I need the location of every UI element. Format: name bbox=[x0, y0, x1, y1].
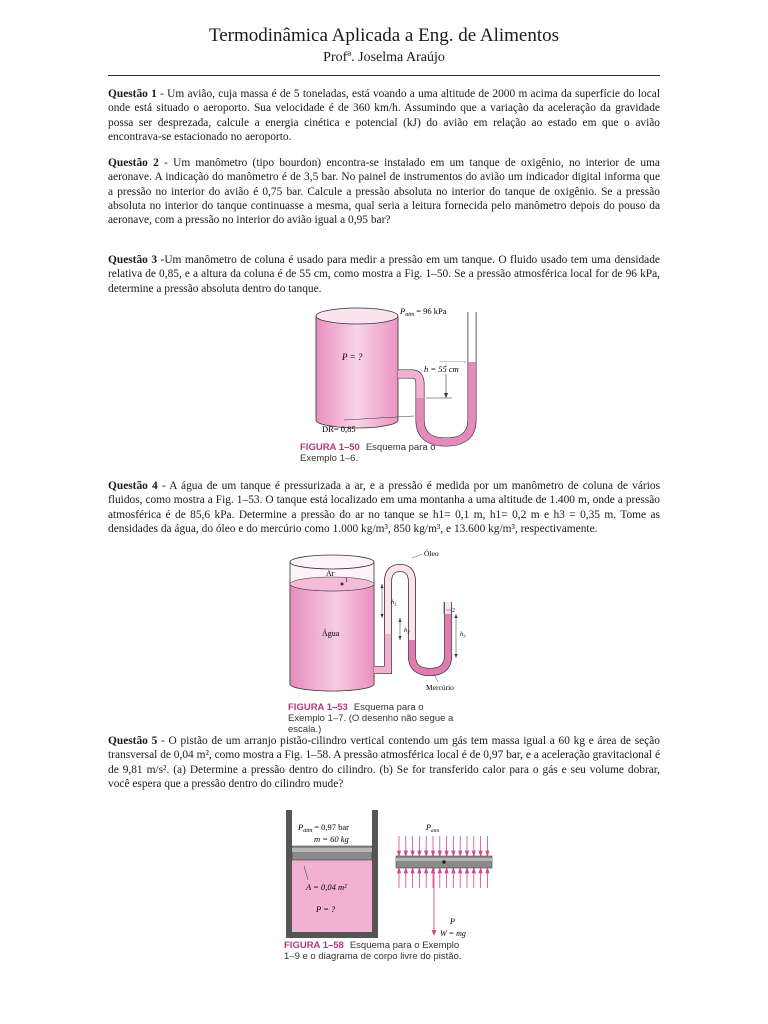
multi-fluid-manometer-diagram bbox=[286, 548, 496, 698]
figure-1-58-caption-line2: 1–9 e o diagrama de corpo livre do pistão. bbox=[284, 951, 462, 962]
question-4-text: - A água de um tanque é pressurizada a ar, e a pressão é medida por um manômetro de coluna de vários fluidos, como mostra a Fig. 1–53. O tanque está localizado em uma montanha a uma altitude de 1.400 m, onde a pressão atmosférica é de 85,6 kPa. Determine a pressão do ar no tanque se h1= 0,1 m, h1= 0,2 m e h3 = 0,35 m. Tome as densidades da água, do óleo e do mercúrio como 1.000 kg/m³, 850 kg/m³, e 13.600 kg/m³, respectivamente. bbox=[108, 480, 660, 535]
figure-1-53-caption-line1: Esquema para o bbox=[353, 702, 424, 713]
gas-pressure-arrows bbox=[397, 868, 489, 888]
question-5-label: Questão 5 bbox=[108, 735, 158, 747]
area-label: A = 0,04 m² bbox=[306, 882, 347, 892]
question-1-text: - Um avião, cuja massa é de 5 toneladas, está voando a uma altitude de 2000 m acima da superfície do local onde está situado o aeroporto. Sua velocidade é de 360 km/h. Assumindo que a variação da aceleração da gravidade possa ser desprezada, calcule a energia cinética e potencial (kJ) do avião em relação ao estado em que o avião encontrava-se estacionado no aeroporto. bbox=[108, 88, 660, 143]
tank-top bbox=[316, 308, 398, 324]
figure-1-58-caption-line1: Esquema para o Exemplo bbox=[349, 940, 460, 951]
water-label: Água bbox=[322, 629, 340, 638]
atmospheric-pressure-arrows bbox=[397, 836, 489, 856]
figure-1-50 bbox=[300, 302, 500, 474]
patm-label: $P_{atm} = 96$ kPa bbox=[400, 306, 447, 318]
document-title: Termodinâmica Aplicada a Eng. de Alimentos bbox=[208, 25, 560, 46]
figure-1-53-caption bbox=[288, 702, 498, 735]
question-2 bbox=[108, 156, 660, 227]
air-label: Ar bbox=[326, 569, 335, 578]
oil-label: Óleo bbox=[424, 549, 439, 558]
question-3-text: -Um manômetro de coluna é usado para medir a pressão em um tanque. O fluido usado tem uma densidade relativa de 0,85, e a altura da coluna é de 55 cm, como mostra a Fig. 1–50. Se a pressão atmosférica local for de 96 kPa, determine a pressão absoluta dentro do tanque. bbox=[108, 254, 660, 295]
figure-1-53-caption-line2: Exemplo 1–7. (O desenho não segue a bbox=[288, 713, 454, 724]
question-1-label: Questão 1 bbox=[108, 88, 157, 100]
figure-1-53-number: FIGURA 1–53 bbox=[288, 702, 348, 713]
svg-text:2: 2 bbox=[452, 608, 455, 614]
relative-density-label: DR= 0,85 bbox=[322, 424, 356, 434]
pipe-fluid bbox=[398, 374, 420, 398]
gas-region bbox=[292, 860, 372, 932]
weight-label: W = mg bbox=[440, 929, 466, 938]
figure-1-50-caption-line2: Exemplo 1–6. bbox=[300, 453, 359, 464]
question-5-text: - O pistão de um arranjo pistão-cilindro vertical contendo um gás tem massa igual a 60 kg e área de seção transversal de 0,04 m², como mostra a Fig. 1–58. A pressão atmosférica local é de 0,97 bar, e a aceleração gravitacional é de 9,81 m/s². (a) Determine a pressão dentro do cilindro. (b) Se for transferido calor para o gás e seu volume dobrar, você espera que a pressão dentro do cilindro mude? bbox=[108, 735, 660, 790]
mercury-label: Mercúrio bbox=[426, 683, 454, 692]
question-4-label: Questão 4 bbox=[108, 480, 158, 492]
question-5 bbox=[108, 734, 660, 791]
figure-1-58-caption bbox=[284, 940, 514, 962]
piston-cylinder-diagram bbox=[284, 806, 504, 940]
cylinder-bottom bbox=[286, 932, 378, 938]
height-label: h = 55 cm bbox=[424, 364, 459, 374]
patm-left-label: $P_{atm} = 0,97$ bar bbox=[298, 822, 349, 834]
figure-1-58-number: FIGURA 1–58 bbox=[284, 940, 344, 951]
question-2-text: - Um manômetro (tipo bourdon) encontra-se instalado em um tanque de oxigênio, no interior de uma aeronave. A indicação do manômetro é de 3,5 bar. No painel de instrumentos do avião um indicador digital informa que a pressão no interior do avião é 0,75 bar. Calcule a pressão absoluta no interior do tanque de oxigênio. Se a pressão absoluta no interior do tanque continuasse a mesma, qual seria a leitura fornecida pelo manômetro depois do pouso da aeronave, com a pressão no interior do avião igual a 0,95 bar? bbox=[108, 157, 660, 227]
question-3-label: Questão 3 bbox=[108, 254, 158, 266]
svg-text:1: 1 bbox=[345, 578, 348, 584]
gas-pressure-label: P = ? bbox=[316, 904, 336, 914]
question-1 bbox=[108, 87, 660, 144]
cylinder-left-wall bbox=[286, 810, 292, 938]
figure-1-50-number: FIGURA 1–50 bbox=[300, 442, 360, 453]
patm-right-label: $P_{atm}$ bbox=[426, 823, 440, 834]
figure-1-50-caption bbox=[300, 442, 510, 464]
h2-label: $h_2$ bbox=[404, 627, 410, 635]
tank-body bbox=[316, 316, 398, 428]
question-2-label: Questão 2 bbox=[108, 157, 159, 169]
figure-1-50-caption-line1: Esquema para o bbox=[365, 442, 436, 453]
cylinder-right-wall bbox=[372, 810, 378, 938]
h1-label: $h_1$ bbox=[391, 599, 397, 607]
question-3 bbox=[108, 253, 660, 296]
document-header bbox=[0, 24, 768, 67]
question-4 bbox=[108, 479, 660, 536]
h3-label: $h_3$ bbox=[460, 631, 466, 639]
figure-1-53-caption-line3: escala.) bbox=[288, 724, 322, 735]
figure-1-58 bbox=[284, 806, 504, 968]
p-right-label: P bbox=[450, 917, 455, 926]
professor-name: Profª. Joselma Araújo bbox=[323, 50, 445, 65]
tank-pressure-label: P = ? bbox=[342, 352, 363, 362]
mass-label: m = 60 kg bbox=[314, 834, 349, 844]
figure-1-53 bbox=[286, 548, 496, 734]
header-divider bbox=[108, 75, 660, 76]
